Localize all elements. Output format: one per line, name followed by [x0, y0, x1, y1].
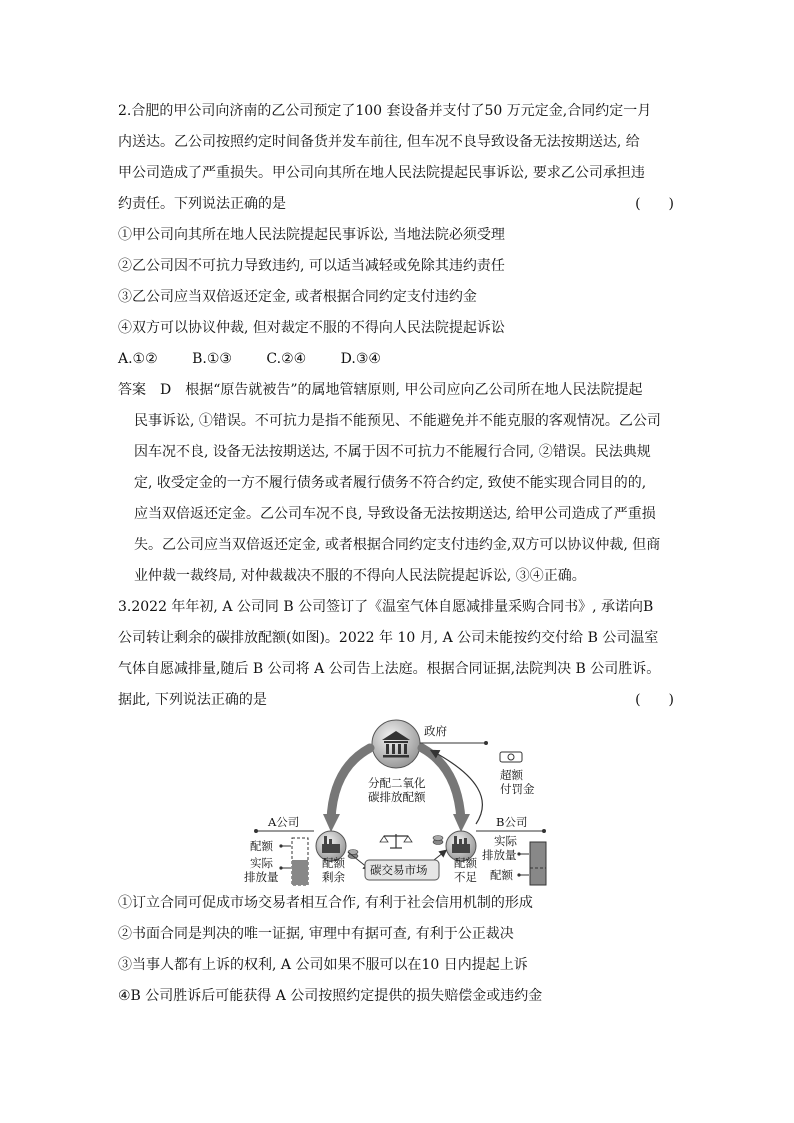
q2-stem-line: 甲公司造成了严重损失。甲公司向其所在地人民法院提起民事诉讼, 要求乙公司承担违 — [118, 165, 645, 181]
explanation-line: 定, 收受定金的一方不履行债务或者履行债务不符合约定, 致使不能实现合同目的的, — [134, 475, 647, 491]
q3-item-4: ④B 公司胜诉后可能获得 A 公司按照约定提供的损失赔偿金或违约金 — [118, 988, 543, 1004]
company-a-emission-bar — [279, 838, 308, 885]
q3-stem-line: 气体自愿减排量,随后 B 公司将 A 公司告上法庭。根据合同证据,法院判决 B 公司胜诉。 — [118, 661, 661, 677]
q2-stem-last — [118, 189, 678, 220]
government-icon — [372, 720, 420, 768]
q2-stem-line: 约责任。下列说法正确的是 — [118, 196, 286, 212]
allocate-arrow-right — [422, 748, 461, 820]
fine-label-1: 超额 — [500, 768, 523, 782]
b-short-label-2: 不足 — [454, 870, 477, 884]
q2-stem-line: 内送达。乙公司按照约定时间备货并发车前往, 但车况不良导致设备无法按期送达, 给 — [118, 134, 640, 150]
company-b-label: B公司 — [496, 815, 528, 829]
q3-stem-line: 据此, 下列说法正确的是 — [118, 692, 267, 708]
money-icon — [500, 752, 522, 762]
scale-icon — [380, 834, 412, 848]
coins-a-icon — [348, 850, 358, 859]
government-label: 政府 — [424, 724, 447, 738]
answer-letter: D — [160, 382, 172, 398]
explanation-line: 失。乙公司应当双倍返还定金, 或者根据合同约定支付违约金,双方可以协议仲裁, 但商 — [134, 537, 661, 553]
q3-stem-line: 公司转让剩余的碳排放配额(如图)。2022 年 10 月, A 公司未能按约交付给 B 公司温室 — [118, 630, 659, 646]
q3-answer-paren: ( ) — [635, 692, 674, 708]
a-actual-label-1: 实际 — [250, 856, 273, 870]
coins-b-icon — [433, 836, 443, 845]
company-a-label: A公司 — [268, 815, 300, 829]
explanation-line: 业仲裁一裁终局, 对仲裁裁决不服的不得向人民法院提起诉讼, ③④正确。 — [134, 568, 586, 584]
a-quota-label: 配额 — [250, 839, 273, 853]
q3-item-3: ③当事人都有上诉的权利, A 公司如果不服可以在10 日内提起上诉 — [118, 957, 528, 973]
explanation-line: 因车况不良, 设备无法按期送达, 不属于因不可抗力不能履行合同, ②错误。民法典规 — [134, 444, 651, 460]
q2-option-c: C.②④ — [266, 351, 307, 367]
fine-label-2: 付罚金 — [500, 782, 535, 796]
q2-answer-paren: ( ) — [635, 196, 674, 212]
b-quota-label: 配额 — [490, 868, 513, 882]
q2-item-2: ②乙公司因不可抗力导致违约, 可以适当减轻或免除其违约责任 — [118, 258, 505, 274]
q2-options — [118, 344, 678, 375]
allocate-arrow-left — [331, 748, 370, 820]
explanation-line: 根据“原告就被告”的属地管辖原则, 甲公司应向乙公司所在地人民法院提起 — [185, 382, 643, 398]
b-actual-label-2: 排放量 — [482, 848, 517, 862]
q2-stem-line: 2.合肥的甲公司向济南的乙公司预定了100 套设备并支付了50 万元定金,合同约定一月 — [118, 103, 652, 119]
page — [118, 96, 678, 1012]
explanation-line: 民事诉讼, ①错误。不可抗力是指不能预见、不能避免并不能克服的客观情况。乙公司 — [134, 413, 661, 429]
q2-item-4: ④双方可以协议仲裁, 但对裁定不服的不得向人民法院提起诉讼 — [118, 320, 505, 336]
market-label: 碳交易市场 — [370, 863, 428, 877]
answer-label: 答案 — [118, 382, 146, 398]
q3-stem-line: 3.2022 年年初, A 公司同 B 公司签订了《温室气体自愿减排量采购合同书》, 承诺向B — [118, 599, 654, 615]
allocate-label-1: 分配二氧化 — [368, 776, 426, 790]
a-surplus-label-1: 配额 — [322, 856, 345, 870]
q2-item-3: ③乙公司应当双倍返还定金, 或者根据合同约定支付违约金 — [118, 289, 477, 305]
q3-item-2: ②书面合同是判决的唯一证据, 审理中有据可查, 有利于公正裁决 — [118, 926, 514, 942]
a-surplus-label-2: 剩余 — [322, 870, 345, 884]
b-actual-label-1: 实际 — [494, 834, 517, 848]
q2-option-d: D.③④ — [340, 351, 381, 367]
allocate-label-2: 碳排放配额 — [368, 790, 426, 804]
company-b-emission-bar — [517, 842, 546, 885]
q2-item-1: ①甲公司向其所在地人民法院提起民事诉讼, 当地法院必须受理 — [118, 227, 505, 243]
q3-stem-last — [118, 685, 678, 716]
b-short-label-1: 配额 — [454, 856, 477, 870]
q3-item-1: ①订立合同可促成市场交易者相互合作, 有利于社会信用机制的形成 — [118, 895, 533, 911]
q2-answer-line — [118, 375, 678, 406]
a-actual-label-2: 排放量 — [244, 870, 279, 884]
explanation-line: 应当双倍返还定金。乙公司车况不良, 导致设备无法按期送达, 给甲公司造成了严重损 — [134, 506, 656, 522]
carbon-trading-diagram — [118, 718, 678, 888]
q2-option-a: A.①② — [118, 351, 158, 367]
q2-option-b: B.①③ — [192, 351, 232, 367]
